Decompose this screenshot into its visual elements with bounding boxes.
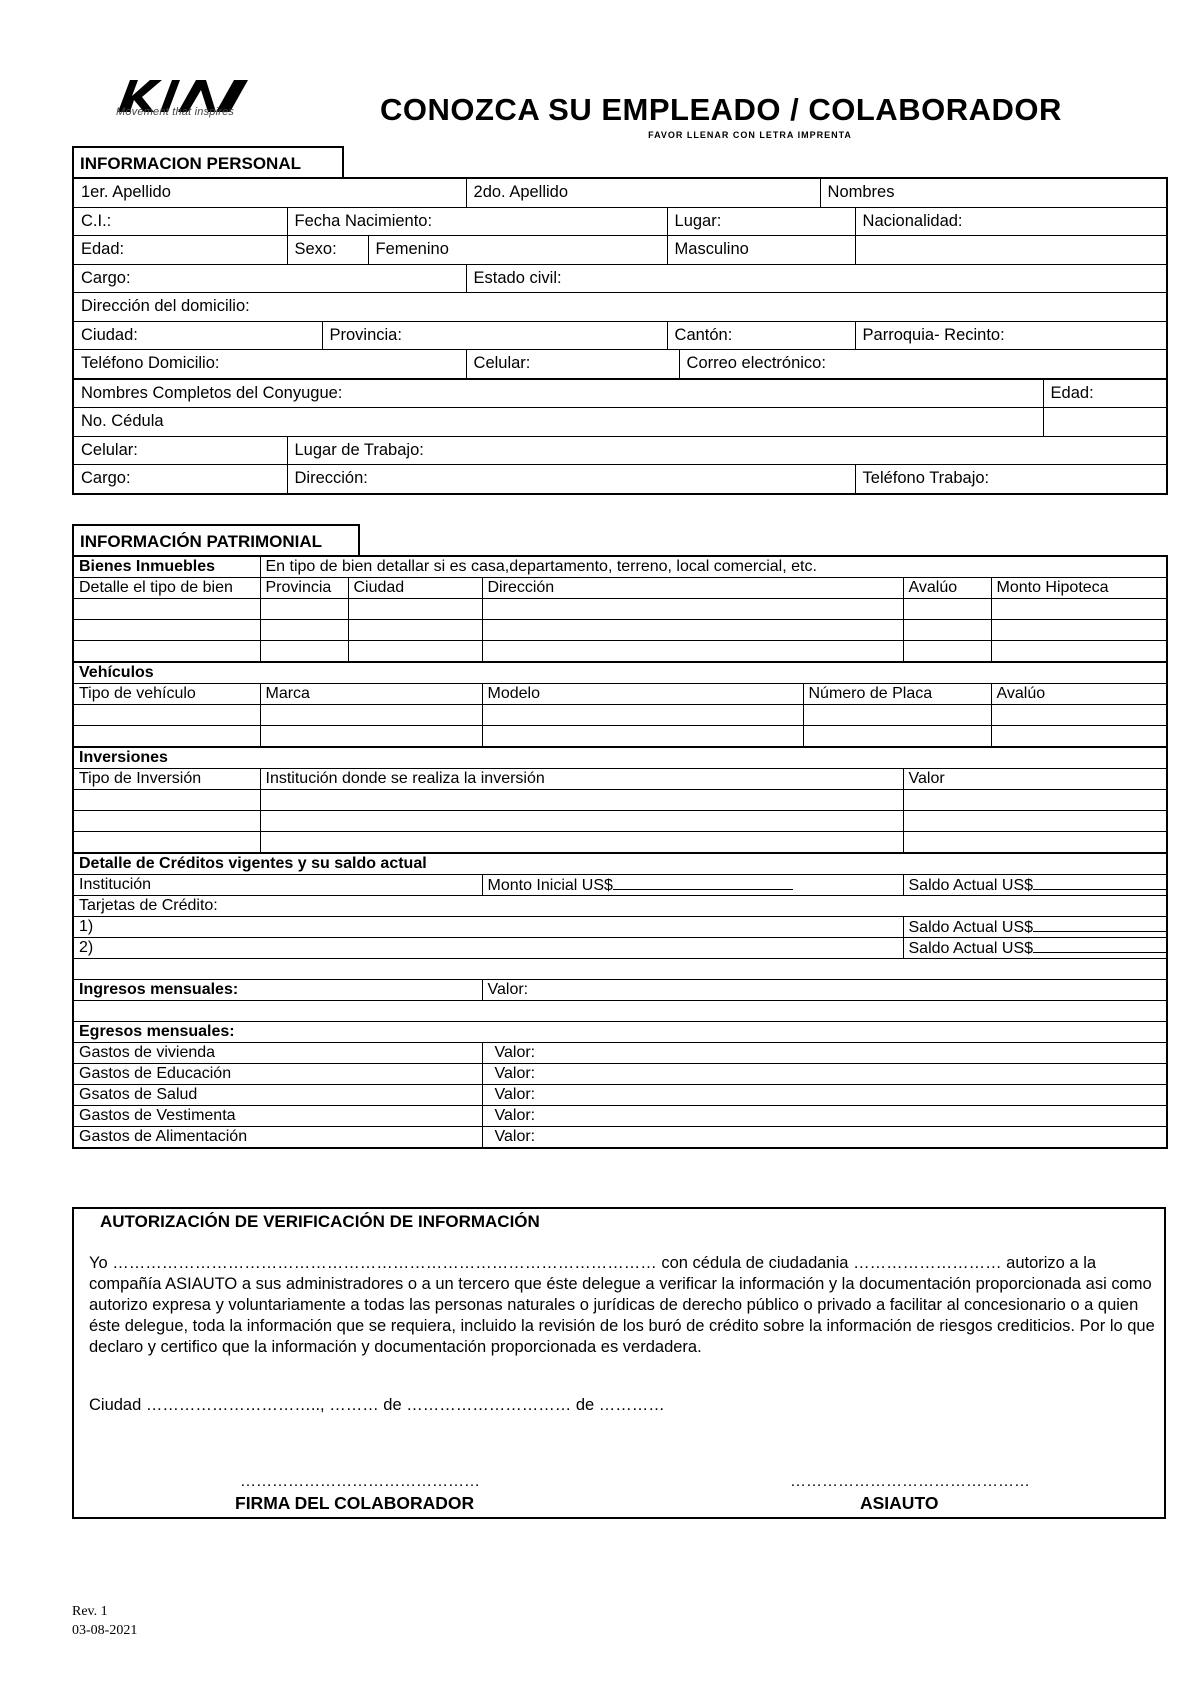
revision-info <box>72 1602 137 1640</box>
page-title: CONOZCA SU EMPLEADO / COLABORADOR <box>380 92 1062 127</box>
tarjeta-2-saldo[interactable]: Saldo Actual US$ <box>903 938 1167 959</box>
field-edad[interactable]: Edad: <box>73 236 287 265</box>
field-ciudad[interactable]: Ciudad: <box>73 321 322 350</box>
field-lugar[interactable]: Lugar: <box>667 207 855 236</box>
vehiculos-row <box>73 705 1167 726</box>
signature-label-colaborador: FIRMA DEL COLABORADOR <box>235 1493 475 1513</box>
egreso-label: Gastos de vivienda <box>73 1043 482 1064</box>
egreso-label: Gsatos de Salud <box>73 1085 482 1106</box>
egreso-label: Gastos de Vestimenta <box>73 1106 482 1127</box>
section-tab-patrimonial: INFORMACIÓN PATRIMONIAL <box>72 524 360 557</box>
signature-label-asiauto: ASIAUTO <box>860 1493 939 1513</box>
revision-number: Rev. 1 <box>72 1604 108 1619</box>
ingresos-label: Ingresos mensuales: <box>73 980 482 1001</box>
inversiones-header: Institución donde se realiza la inversión <box>260 769 903 790</box>
vehiculos-title: Vehículos <box>73 662 1167 684</box>
field-cargo[interactable]: Cargo: <box>73 264 466 293</box>
field-ci[interactable]: C.I.: <box>73 207 287 236</box>
inmuebles-title: Bienes Inmuebles <box>73 556 260 578</box>
field-conyugue-edad[interactable]: Edad: <box>1043 379 1167 408</box>
field-sexo: Sexo: <box>287 236 368 265</box>
field-provincia[interactable]: Provincia: <box>322 321 667 350</box>
authorization-title: AUTORIZACIÓN DE VERIFICACIÓN DE INFORMACIÓN <box>100 1212 540 1231</box>
field-telefono-domicilio[interactable]: Teléfono Domicilio: <box>73 350 466 379</box>
inmuebles-row <box>73 620 1167 641</box>
vehiculos-header: Modelo <box>482 684 803 705</box>
creditos-title: Detalle de Créditos vigentes y su saldo actual <box>73 853 1167 875</box>
signature-line-asiauto[interactable]: ……………………………………… <box>790 1473 1030 1490</box>
inmuebles-note: En tipo de bien detallar si es casa,departamento, terreno, local comercial, etc. <box>260 556 1167 578</box>
spacer-row <box>73 1001 1167 1022</box>
vehiculos-row <box>73 726 1167 748</box>
inversiones-row <box>73 811 1167 832</box>
creditos-saldo-actual[interactable]: Saldo Actual US$ <box>903 875 1167 896</box>
tarjeta-1[interactable]: 1) <box>73 917 903 938</box>
option-masculino[interactable]: Masculino <box>667 236 855 265</box>
section-tab-personal: INFORMACION PERSONAL <box>72 146 344 179</box>
vehiculos-header: Tipo de vehículo <box>73 684 260 705</box>
egreso-valor[interactable]: Valor: <box>482 1127 1167 1149</box>
egreso-label: Gastos de Educación <box>73 1064 482 1085</box>
authorization-city-date[interactable]: Ciudad ………………………….., ……… de ………………………… de ………… <box>89 1396 665 1414</box>
field-direccion[interactable]: Dirección: <box>287 465 855 494</box>
ingresos-valor[interactable]: Valor: <box>482 980 1167 1001</box>
field-sexo-extra[interactable] <box>855 236 1167 265</box>
tarjeta-1-saldo[interactable]: Saldo Actual US$ <box>903 917 1167 938</box>
inversiones-title: Inversiones <box>73 747 1167 769</box>
inversiones-header: Tipo de Inversión <box>73 769 260 790</box>
personal-info-table <box>72 177 1168 495</box>
vehiculos-header: Número de Placa <box>803 684 991 705</box>
field-parroquia[interactable]: Parroquia- Recinto: <box>855 321 1167 350</box>
field-correo[interactable]: Correo electrónico: <box>679 350 1167 379</box>
egreso-valor[interactable]: Valor: <box>482 1043 1167 1064</box>
field-conyugue-cargo[interactable]: Cargo: <box>73 465 287 494</box>
signature-line-colaborador[interactable]: ……………………………………… <box>240 1473 480 1490</box>
field-canton[interactable]: Cantón: <box>667 321 855 350</box>
egreso-label: Gastos de Alimentación <box>73 1127 482 1149</box>
inmuebles-header: Dirección <box>482 578 903 599</box>
egreso-valor[interactable]: Valor: <box>482 1064 1167 1085</box>
inversiones-row <box>73 832 1167 854</box>
egreso-valor[interactable]: Valor: <box>482 1106 1167 1127</box>
spacer-row <box>73 959 1167 980</box>
inmuebles-header: Provincia <box>260 578 348 599</box>
inversiones-header: Valor <box>903 769 1167 790</box>
authorization-paragraph: Yo ……………………………………………………………………………………… con cédula de ciudadania ……………………… autorizo a la compañía ASIAUTO a sus administradores o a un tercero que éste delegue a verificar la información y la documentación proporcionada asi como autorizo expresa y voluntariamente a todas las personas naturales o jurídicas de derecho público o privado a facilitar al concesionario o a quien éste delegue, toda la información que se requiera, incluido la revisión de los buró de crédito sobre la información de riesgos crediticios. Por lo que declaro y certifico que la información y documentación proporcionada es verdadera. <box>89 1254 1155 1356</box>
inmuebles-header: Detalle el tipo de bien <box>73 578 260 599</box>
inmuebles-header: Ciudad <box>348 578 482 599</box>
field-cedula[interactable]: No. Cédula <box>73 408 1043 437</box>
vehiculos-header: Avalúo <box>991 684 1167 705</box>
field-direccion-domicilio[interactable]: Dirección del domicilio: <box>73 293 1167 322</box>
tarjeta-2[interactable]: 2) <box>73 938 903 959</box>
field-nacionalidad[interactable]: Nacionalidad: <box>855 207 1167 236</box>
field-estado-civil[interactable]: Estado civil: <box>466 264 1167 293</box>
page-subtitle: FAVOR LLENAR CON LETRA IMPRENTA <box>648 130 852 140</box>
creditos-institucion[interactable]: Institución <box>73 875 482 896</box>
inmuebles-row <box>73 599 1167 620</box>
field-apellido1[interactable]: 1er. Apellido <box>73 178 466 207</box>
revision-date: 03-08-2021 <box>72 1623 138 1638</box>
patrimonial-table <box>72 555 1168 1149</box>
field-celular[interactable]: Celular: <box>466 350 679 379</box>
vehiculos-header: Marca <box>260 684 482 705</box>
creditos-monto-inicial[interactable]: Monto Inicial US$ <box>482 875 903 896</box>
field-conyugue-edad-value[interactable] <box>1043 408 1167 437</box>
inversiones-row <box>73 790 1167 811</box>
egreso-valor[interactable]: Valor: <box>482 1085 1167 1106</box>
option-femenino[interactable]: Femenino <box>368 236 667 265</box>
inmuebles-header: Avalúo <box>903 578 991 599</box>
field-apellido2[interactable]: 2do. Apellido <box>466 178 820 207</box>
inmuebles-row <box>73 641 1167 663</box>
field-telefono-trabajo[interactable]: Teléfono Trabajo: <box>855 465 1167 494</box>
field-fecha-nacimiento[interactable]: Fecha Nacimiento: <box>287 207 667 236</box>
creditos-tarjetas: Tarjetas de Crédito: <box>73 896 1167 917</box>
field-conyugue-celular[interactable]: Celular: <box>73 436 287 465</box>
field-nombres[interactable]: Nombres <box>820 178 1167 207</box>
inmuebles-header: Monto Hipoteca <box>991 578 1167 599</box>
field-lugar-trabajo[interactable]: Lugar de Trabajo: <box>287 436 1167 465</box>
logo-tagline: Movement that inspires <box>116 106 235 118</box>
egresos-label: Egresos mensuales: <box>73 1022 1167 1043</box>
field-conyugue-nombres[interactable]: Nombres Completos del Conyugue: <box>73 379 1043 408</box>
